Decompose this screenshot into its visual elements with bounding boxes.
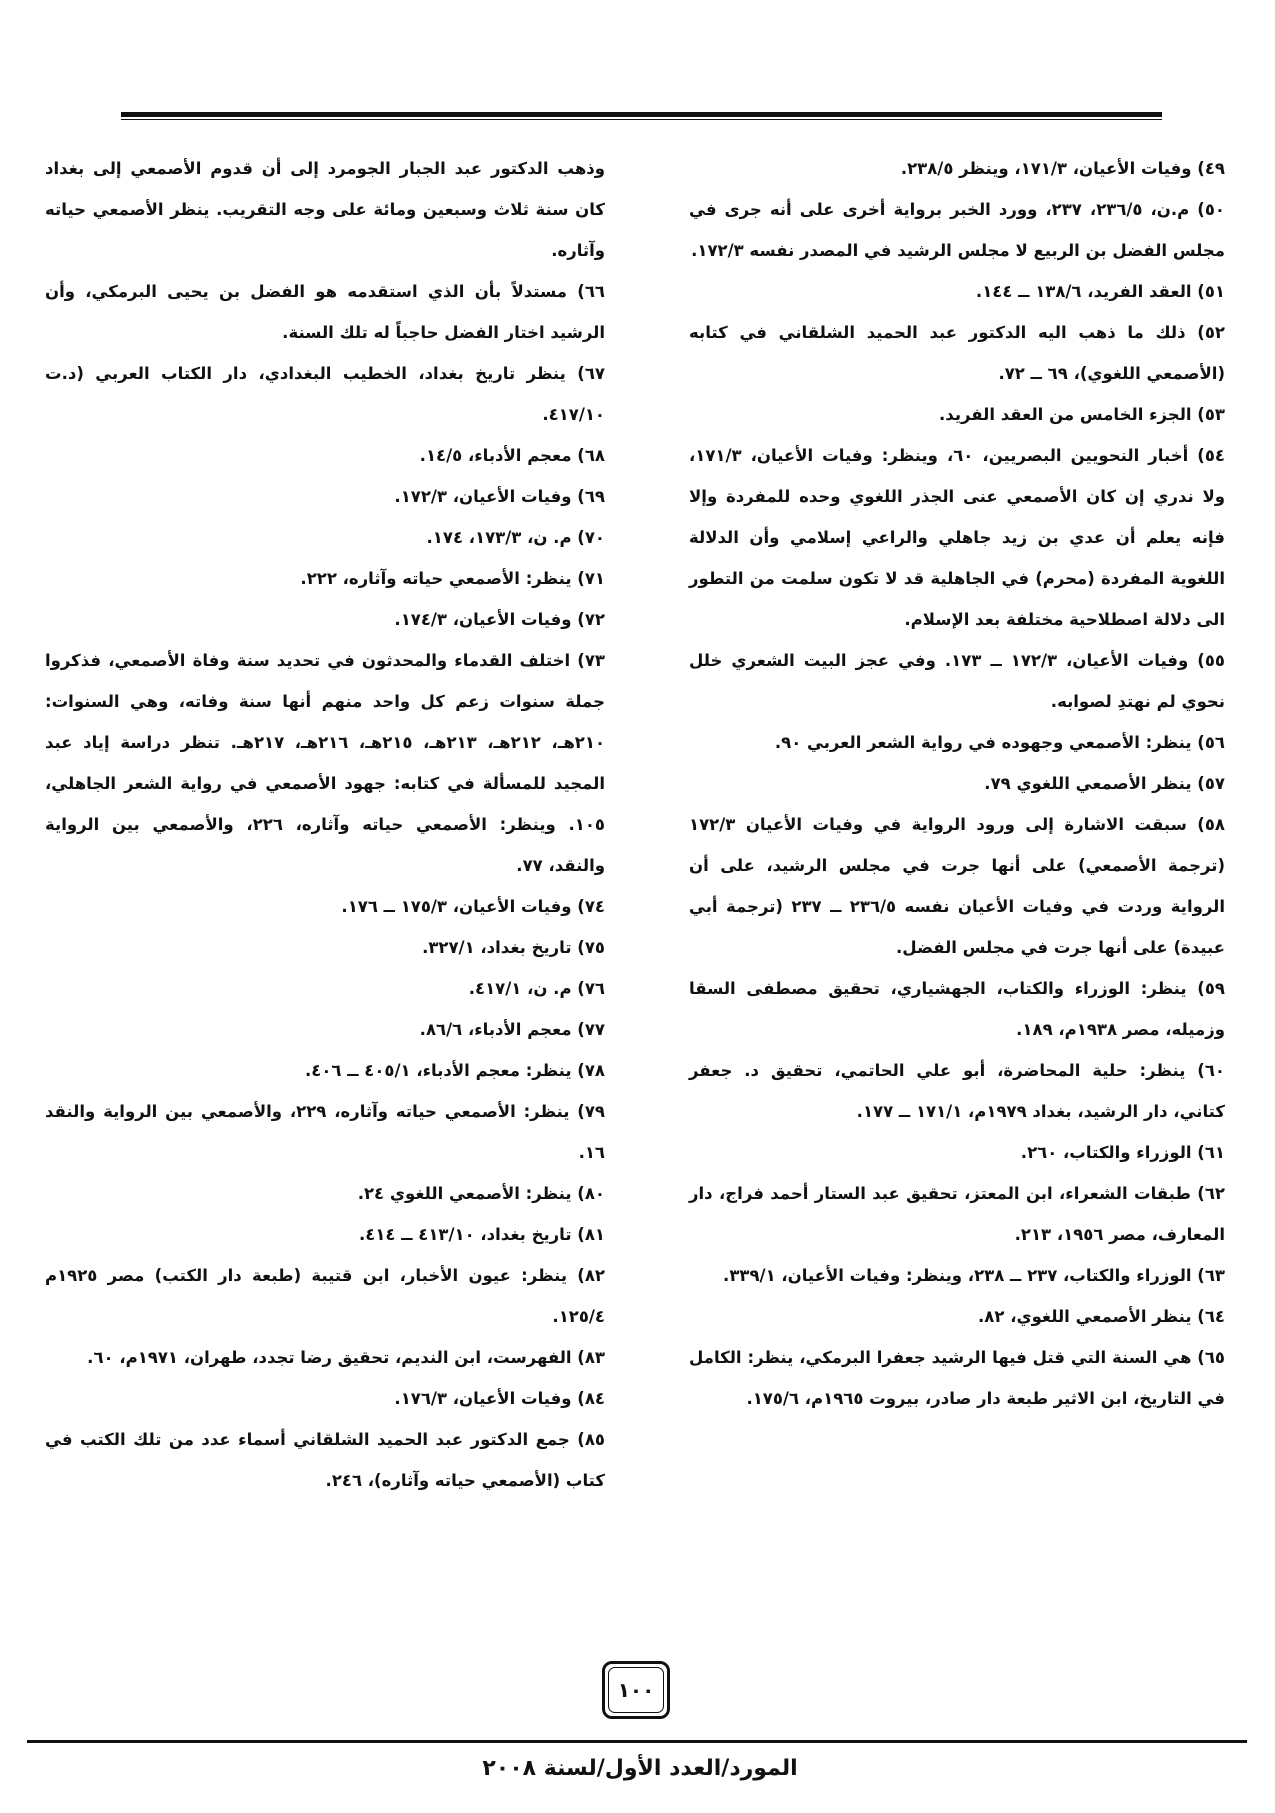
footnote-81: ٨١) تاريخ بغداد، ٤١٣/١٠ ــ ٤١٤.	[358, 1225, 605, 1244]
footnote-65-continued: وذهب الدكتور عبد الجبار الجومرد إلى أن قدوم الأصمعي إلى بغداد كان سنة ثلاث وسبعين ومائة على وجه التقريب. ينظر الأصمعي حياته وآثاره.	[45, 159, 605, 260]
footnote-61: ٦١) الوزراء والكتاب، ٢٦٠.	[1020, 1143, 1225, 1162]
footnote-79: ٧٩) ينظر: الأصمعي حياته وآثاره، ٢٢٩، والأصمعي بين الرواية والنقد ١٦.	[45, 1102, 605, 1162]
footnote-63: ٦٣) الوزراء والكتاب، ٢٣٧ ــ ٢٣٨، وينظر: وفيات الأعيان، ٣٣٩/١.	[723, 1266, 1225, 1285]
footnote-50: ٥٠) م.ن، ٢٣٦/٥، ٢٣٧، وورد الخبر برواية أخرى على أنه جرى في مجلس الفضل بن الربيع لا مجلس الرشيد في المصدر نفسه ١٧٢/٣.	[689, 200, 1225, 260]
footnote-77: ٧٧) معجم الأدباء، ٨٦/٦.	[419, 1020, 605, 1039]
footnote-56: ٥٦) ينظر: الأصمعي وجهوده في رواية الشعر العربي ٩٠.	[774, 733, 1225, 752]
footnote-80: ٨٠) ينظر: الأصمعي اللغوي ٢٤.	[357, 1184, 605, 1203]
journal-footer: المورد/العدد الأول/لسنة ٢٠٠٨	[482, 1756, 798, 1781]
footnote-66: ٦٦) مستدلاً بأن الذي استقدمه هو الفضل بن يحيى البرمكي، وأن الرشيد اختار الفضل حاجباً له تلك السنة.	[45, 282, 605, 342]
footnote-82: ٨٢) ينظر: عيون الأخبار، ابن قتيبة (طبعة دار الكتب) مصر ١٩٢٥م ١٢٥/٤.	[45, 1266, 605, 1326]
footnote-84: ٨٤) وفيات الأعيان، ١٧٦/٣.	[394, 1389, 605, 1408]
footnote-76: ٧٦) م. ن، ٤١٧/١.	[468, 979, 605, 998]
page-number	[602, 1661, 670, 1719]
footnote-53: ٥٣) الجزء الخامس من العقد الفريد.	[939, 405, 1225, 424]
footnotes-left-column	[45, 148, 605, 1501]
footnote-71: ٧١) ينظر: الأصمعي حياته وآثاره، ٢٢٢.	[300, 569, 605, 588]
header-rule	[121, 112, 1162, 117]
footnote-67: ٦٧) ينظر تاريخ بغداد، الخطيب البغدادي، دار الكتاب العربي (د.ت ٤١٧/١٠.	[45, 364, 605, 424]
page-number-text: ١٠٠	[617, 1678, 655, 1702]
footnote-51: ٥١) العقد الفريد، ١٣٨/٦ ــ ١٤٤.	[975, 282, 1225, 301]
header-rule-thin	[121, 119, 1162, 120]
footnote-62: ٦٢) طبقات الشعراء، ابن المعتز، تحقيق عبد الستار أحمد فراج، دار المعارف، مصر ١٩٥٦، ٢١٣.	[689, 1184, 1225, 1244]
footnote-83: ٨٣) الفهرست، ابن النديم، تحقيق رضا تجدد، طهران، ١٩٧١م، ٦٠.	[87, 1348, 605, 1367]
footnote-55: ٥٥) وفيات الأعيان، ١٧٢/٣ ــ ١٧٣. وفي عجز البيت الشعري خلل نحوي لم نهتدِ لصوابه.	[689, 651, 1225, 711]
footnote-78: ٧٨) ينظر: معجم الأدباء، ٤٠٥/١ ــ ٤٠٦.	[305, 1061, 605, 1080]
footnote-52: ٥٢) ذلك ما ذهب اليه الدكتور عبد الحميد الشلقاني في كتابه (الأصمعي اللغوي)، ٦٩ ــ ٧٢.	[689, 323, 1225, 383]
footnote-72: ٧٢) وفيات الأعيان، ١٧٤/٣.	[394, 610, 605, 629]
footnote-64: ٦٤) ينظر الأصمعي اللغوي، ٨٢.	[978, 1307, 1225, 1326]
footnote-59: ٥٩) ينظر: الوزراء والكتاب، الجهشياري، تحقيق مصطفى السقا وزميله، مصر ١٩٣٨م، ١٨٩.	[689, 979, 1225, 1039]
footnote-73: ٧٣) اختلف القدماء والمحدثون في تحديد سنة وفاة الأصمعي، فذكروا جملة سنوات زعم كل واحد منهم أنها سنة وفاته، وهي السنوات: ٢١٠هـ، ٢١٢هـ، ٢١٣هـ، ٢١٥هـ، ٢١٦هـ، ٢١٧هـ. تنظر دراسة إياد عبد المجيد للمسألة في كتابه: جهود الأصمعي في رواية الشعر الجاهلي، ١٠٥. وينظر: الأصمعي حياته وآثاره، ٢٢٦، والأصمعي بين الرواية والنقد، ٧٧.	[45, 651, 606, 875]
footnote-58: ٥٨) سبقت الاشارة إلى ورود الرواية في وفيات الأعيان ١٧٢/٣ (ترجمة الأصمعي) على أنها جرت في مجلس الرشيد، على أن الرواية وردت في وفيات الأعيان نفسه ٢٣٦/٥ ــ ٢٣٧ (ترجمة أبي عبيدة) على أنها جرت في مجلس الفضل.	[689, 815, 1225, 957]
footnote-75: ٧٥) تاريخ بغداد، ٣٢٧/١.	[422, 938, 605, 957]
footnote-68: ٦٨) معجم الأدباء، ١٤/٥.	[419, 446, 605, 465]
footnote-69: ٦٩) وفيات الأعيان، ١٧٢/٣.	[394, 487, 605, 506]
footnote-60: ٦٠) ينظر: حلية المحاضرة، أبو علي الحاتمي، تحقيق د. جعفر كتاني، دار الرشيد، بغداد ١٩٧٩م، ١٧١/١ ــ ١٧٧.	[689, 1061, 1225, 1121]
footnote-74: ٧٤) وفيات الأعيان، ١٧٥/٣ ــ ١٧٦.	[341, 897, 605, 916]
footnotes-right-column	[689, 148, 1225, 1419]
footnote-49: ٤٩) وفيات الأعيان، ١٧١/٣، وينظر ٢٣٨/٥.	[900, 159, 1225, 178]
footnote-57: ٥٧) ينظر الأصمعي اللغوي ٧٩.	[984, 774, 1225, 793]
footnote-65: ٦٥) هي السنة التي قتل فيها الرشيد جعفرا البرمكي، ينظر: الكامل في التاريخ، ابن الاثير طبعة دار صادر، بيروت ١٩٦٥م، ١٧٥/٦.	[689, 1348, 1225, 1408]
footnote-70: ٧٠) م. ن، ١٧٣/٣، ١٧٤.	[426, 528, 605, 547]
footnote-54: ٥٤) أخبار النحويين البصريين، ٦٠، وينظر: وفيات الأعيان، ١٧١/٣، ولا ندري إن كان الأصمعي عنى الجذر اللغوي وحده للمفردة وإلا فإنه يعلم أن عدي بن زيد جاهلي والراعي إسلامي وأن الدلالة اللغوية المفردة (محرم) في الجاهلية قد لا تكون سلمت من التطور الى دلالة اصطلاحية مختلفة بعد الإسلام.	[689, 446, 1225, 629]
footnote-85: ٨٥) جمع الدكتور عبد الحميد الشلقاني أسماء عدد من تلك الكتب في كتاب (الأصمعي حياته وآثاره)، ٢٤٦.	[45, 1430, 605, 1490]
footer-rule	[27, 1740, 1247, 1743]
